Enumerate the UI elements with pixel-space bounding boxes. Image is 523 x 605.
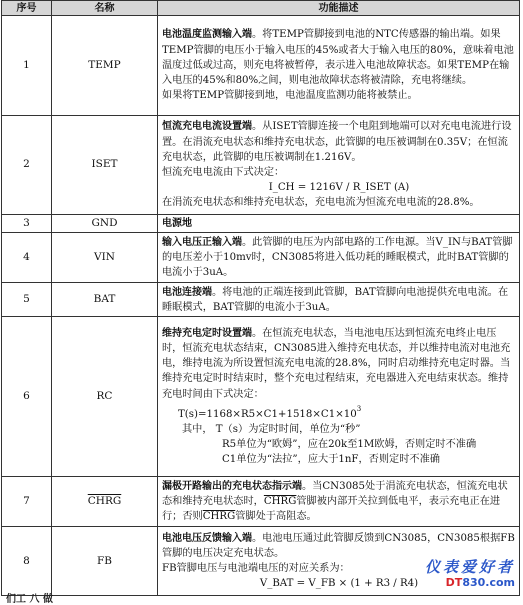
pin-number: 6 (2, 317, 52, 477)
pin-description (158, 233, 520, 283)
desc-text: 。当CN3085处于涓流充电状态，恒流充电状态和维持充电状态时， (162, 480, 508, 508)
table-row (2, 233, 520, 283)
header-name: 名称 (52, 1, 158, 16)
pin-name: VIN (52, 233, 158, 283)
rc-note-1: 其中， T（s）为定时时间，单位为“秒” (182, 424, 361, 435)
desc-text-2: 如果将TEMP管脚接到地，电池温度监测功能将被禁止。 (162, 90, 418, 102)
desc-text-2: FB管脚电压与电池端电压的对应关系为： (162, 563, 350, 575)
desc-title: 维持充电定时设置端 (162, 327, 252, 339)
pin-number: 8 (2, 527, 52, 596)
table-row (2, 317, 520, 477)
pin-name: BAT (52, 283, 158, 317)
pin-name: FB (52, 527, 158, 596)
pin-name: RC (52, 317, 158, 477)
pin-description (158, 317, 520, 477)
desc-text: 。从ISET管脚连接一个电阻到地端可以对充电电流进行设置。在涓流充电状态和维持充电状态，此管脚的电压被调制在0.35V；在恒流充电状态，此管脚的电压被调制在1.216V。 (162, 121, 512, 163)
pin-name: ISET (52, 116, 158, 215)
desc-title: 电池温度监测输入端 (162, 29, 252, 41)
header-num: 序号 (2, 1, 52, 16)
pin-description (158, 283, 520, 317)
desc-text-end: 管脚处于高阻态。 (235, 511, 317, 523)
pin-number: 1 (2, 16, 52, 116)
desc-title: 电池连接端 (162, 286, 212, 298)
desc-text: 。此管脚的电压为内部电路的工作电源。当V_IN与BAT管脚的电压差小于10mv时，CN3085将进入低功耗的睡眠模式，此时BAT管脚的电流小于3uA。 (162, 236, 513, 279)
desc-title: 输入电压正输入端 (162, 236, 242, 248)
desc-title: 电池电压反馈输入端 (162, 532, 252, 544)
pin-description (158, 116, 520, 215)
cut-off-footer-text: 们工 八 做 (6, 594, 53, 605)
desc-title: 恒流充电电流设置端 (162, 121, 252, 133)
desc-text-mid: 管脚被内部开关拉到低电平，表示充电正在进行；否则 (162, 496, 501, 523)
table-row (2, 283, 520, 317)
desc-text: 。电池电压通过此管脚反馈到CN3085，CN3085根据FB管脚的电压决定充电状态。 (162, 532, 515, 559)
pin-number: 7 (2, 477, 52, 527)
table-row (2, 16, 520, 116)
pin-number: 2 (2, 116, 52, 215)
watermark-main: 仪表爱好者 (424, 558, 515, 576)
pin-description (158, 16, 520, 116)
header-desc: 功能描述 (158, 1, 520, 16)
pin-description (158, 215, 520, 233)
pin-number: 4 (2, 233, 52, 283)
chrg-ref: CHRG (263, 496, 297, 508)
site-watermark (425, 556, 515, 589)
desc-text: 。将电池的正端连接到此管脚，BAT管脚向电池提供充电电流。在睡眠模式，BAT管脚的电流小于3uA。 (162, 286, 509, 313)
pin-description-table (1, 0, 520, 596)
desc-text-3: 在涓流充电状态和维持充电状态，充电电流为恒流充电电流的28.8%。 (162, 197, 480, 209)
desc-text-2: 恒流充电电流由下式决定： (162, 167, 285, 178)
chrg-ref-2: CHRG (202, 511, 236, 523)
iset-formula: I_CH = 1216V / R_ISET (A) (268, 182, 410, 194)
desc-title: 漏极开路输出的充电状态指示端 (162, 480, 302, 492)
rc-formula: $T(s)=1168\times R5\times C1+1518\times C1\times 10^3$ (178, 404, 362, 420)
table-row (2, 116, 520, 215)
desc-text: 。在恒流充电状态，当电池电压达到恒流充电终止电压时，恒流充电状态结束，CN3085进入维持充电状态，并以维持电流对电池充电，维持电流为所设置恒流充电电流的28.8%，同时启动维持充电定时器。当维持充电定时时结束时，整个充电过程结束，充电器进入充电结束状态。维持充电时间由下式决定： (162, 327, 511, 400)
fb-formula: V_BAT = V_FB × (1 + R3 / R4) (259, 578, 419, 590)
table-row (2, 477, 520, 527)
desc-title: 电源地 (162, 218, 192, 229)
rc-note-2: R5单位为“欧姆”，应在20k至1M欧姆，否则定时不准确 (222, 439, 477, 451)
desc-text: 。将TEMP管脚接到电池的NTC传感器的输出端。如果TEMP管脚的电压小于输入电压的45%或者大于输入电压的80%，意味着电池温度过低或过高，则充电将被暂停，表示进入电池故障状态。如果TEMP在输入电压的45%和80%之间，则电池故障状态将被清除，充电将继续。 (162, 29, 514, 87)
pin-name: CHRG (52, 477, 158, 527)
pin-name: TEMP (52, 16, 158, 116)
pin-description (158, 477, 520, 527)
pin-number: 3 (2, 215, 52, 233)
table-row (2, 215, 520, 233)
table-header-row (2, 1, 520, 16)
pin-name: GND (52, 215, 158, 233)
rc-note-3: C1单位为“法拉”，应大于1nF，否则定时不准确 (222, 454, 440, 466)
pin-number: 5 (2, 283, 52, 317)
watermark-sub: DT830.com (445, 576, 515, 589)
